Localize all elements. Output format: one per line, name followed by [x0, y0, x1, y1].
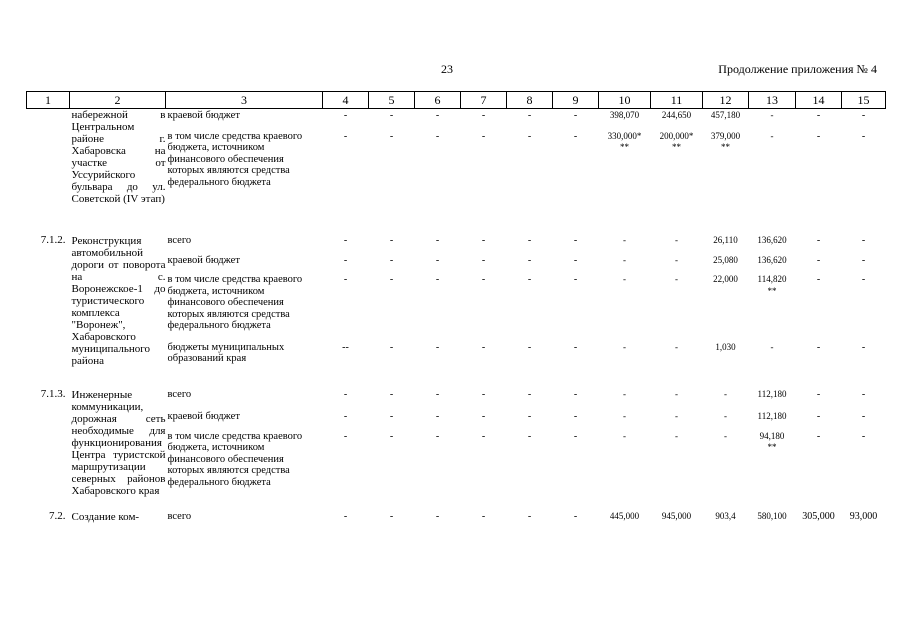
value: -	[770, 130, 774, 141]
column-header: 13	[749, 92, 796, 109]
value-cell	[749, 405, 796, 425]
value: -	[623, 411, 626, 422]
value: -	[527, 430, 532, 442]
value-cell	[507, 425, 553, 497]
value-cell	[461, 268, 507, 336]
column-header: 10	[599, 92, 651, 109]
value-cell	[749, 425, 796, 497]
table-row	[27, 205, 886, 249]
item-code	[27, 109, 70, 206]
value-cell	[415, 268, 461, 336]
value: -	[527, 255, 532, 267]
value: -	[343, 235, 348, 246]
value-cell	[553, 205, 599, 249]
value: -	[816, 235, 821, 246]
value-cell	[703, 125, 749, 205]
value-cell	[507, 268, 553, 336]
value: -	[770, 341, 774, 352]
value: -	[527, 110, 532, 121]
column-header: 4	[323, 92, 369, 109]
value: -	[675, 274, 678, 285]
value-cell	[507, 125, 553, 205]
value: 1,030	[715, 341, 736, 352]
value-cell	[461, 425, 507, 497]
value-cell	[703, 405, 749, 425]
value-cell	[369, 405, 415, 425]
value: -	[816, 110, 821, 121]
value: -	[343, 430, 348, 442]
value-cell	[703, 367, 749, 405]
value-cell	[703, 268, 749, 336]
value: -	[816, 411, 821, 423]
column-header: 15	[842, 92, 886, 109]
value-cell	[461, 336, 507, 367]
value: -	[861, 274, 866, 286]
column-header: 12	[703, 92, 749, 109]
footnote-mark: **	[672, 142, 681, 153]
value-cell	[553, 425, 599, 497]
value-cell	[796, 109, 842, 125]
value-cell	[323, 425, 369, 497]
value: 244,650	[661, 110, 692, 120]
value-cell	[651, 109, 703, 125]
value: -	[435, 341, 440, 353]
column-header: 7	[461, 92, 507, 109]
value-cell	[553, 497, 599, 523]
value: -	[389, 130, 394, 142]
item-code: 7.1.3.	[40, 388, 66, 400]
value: -	[573, 411, 578, 423]
value: -	[573, 511, 578, 522]
footnote-mark: **	[767, 442, 777, 453]
value: 305,000	[802, 511, 835, 522]
value: -	[481, 430, 486, 442]
value-cell	[415, 109, 461, 125]
value-cell	[796, 367, 842, 405]
value: -	[343, 411, 348, 423]
value: -	[435, 389, 440, 400]
item-name: Реконструкция автомобильной дороги от поворота на с. Воронежское-1 до туристического комплекса "Воронеж", Хабаровского муниципального района	[71, 235, 166, 367]
value-cell	[507, 205, 553, 249]
value-cell	[461, 109, 507, 125]
value-cell	[415, 497, 461, 523]
value: -	[861, 235, 866, 246]
value-cell	[415, 249, 461, 268]
column-header: 14	[796, 92, 842, 109]
column-header: 5	[369, 92, 415, 109]
value-cell	[651, 249, 703, 268]
value-cell	[415, 125, 461, 205]
value-cell	[749, 205, 796, 249]
value: -	[343, 110, 348, 121]
value: -	[573, 341, 578, 353]
value: -	[481, 110, 486, 121]
table-row	[27, 367, 886, 405]
value-cell	[369, 425, 415, 497]
column-header: 8	[507, 92, 553, 109]
value-cell	[507, 497, 553, 523]
value-cell	[651, 497, 703, 523]
value: 112,180	[757, 389, 787, 399]
value-cell	[553, 125, 599, 205]
value-cell	[461, 367, 507, 405]
value: -	[389, 411, 394, 423]
column-header-row	[27, 92, 886, 109]
value-cell	[599, 268, 651, 336]
column-header: 11	[651, 92, 703, 109]
value-cell	[415, 205, 461, 249]
funding-source: в том числе средства краевого бюджета, источником финансового обеспечения которых являются средства федерального бюджета	[167, 130, 303, 188]
value: 136,620	[757, 235, 787, 245]
value-cell	[461, 249, 507, 268]
value: 457,180	[710, 110, 741, 120]
value: -	[435, 235, 440, 246]
value-cell	[651, 205, 703, 249]
value: -	[389, 235, 394, 246]
value-cell	[507, 336, 553, 367]
value: -	[675, 389, 678, 399]
value-cell	[842, 425, 886, 497]
value-cell	[369, 497, 415, 523]
value: -	[389, 430, 394, 442]
value: -	[573, 130, 578, 142]
value: -	[389, 341, 394, 353]
value: -	[527, 341, 532, 353]
funding-source: всего	[167, 389, 192, 400]
value-cell	[553, 109, 599, 125]
value: --	[342, 341, 349, 353]
value-cell	[796, 497, 842, 523]
value-cell	[507, 405, 553, 425]
value: -	[435, 411, 440, 423]
value-cell	[323, 125, 369, 205]
value: -	[861, 411, 866, 423]
value: -	[675, 235, 678, 245]
value-cell	[651, 125, 703, 205]
value: 945,000	[661, 511, 692, 521]
value: -	[343, 511, 348, 522]
value: -	[481, 235, 486, 246]
value: -	[481, 274, 486, 286]
value: -	[623, 255, 626, 266]
value: 114,820	[757, 274, 787, 285]
value-cell	[651, 367, 703, 405]
footnote-mark: **	[620, 142, 629, 153]
value: -	[623, 430, 626, 441]
value: -	[675, 430, 678, 441]
column-header: 3	[166, 92, 323, 109]
value: -	[527, 235, 532, 246]
footnote-mark: **	[767, 285, 777, 296]
value: -	[481, 511, 486, 522]
item-code: 7.2.	[49, 510, 66, 522]
value-cell	[703, 497, 749, 523]
value-cell	[703, 205, 749, 249]
value-cell	[651, 268, 703, 336]
value-cell	[507, 367, 553, 405]
value: -	[816, 274, 821, 286]
value: -	[435, 255, 440, 267]
item-name: Инженерные коммуникации, дорожная сеть необходимые для функционирования Центра туристской маршрутизации северных районов Хабаровского края	[71, 389, 166, 497]
value: 94,180	[759, 430, 785, 441]
value: 580,100	[757, 511, 787, 521]
value: -	[343, 130, 348, 142]
value-cell	[842, 205, 886, 249]
continuation-note: Продолжение приложения № 4	[718, 62, 877, 76]
value: -	[816, 255, 821, 267]
value: 200,000*	[659, 130, 694, 141]
value-cell	[323, 268, 369, 336]
value-cell	[553, 268, 599, 336]
value-cell	[842, 125, 886, 205]
footnote-mark: **	[721, 142, 730, 153]
value-cell	[703, 249, 749, 268]
value: -	[573, 430, 578, 442]
funding-source: всего	[167, 511, 192, 522]
value-cell	[369, 249, 415, 268]
value-cell	[415, 367, 461, 405]
value: 26,110	[713, 235, 738, 245]
value-cell	[323, 367, 369, 405]
value: -	[343, 389, 348, 400]
funding-source: в том числе средства краевого бюджета, источником финансового обеспечения которых являются средства федерального бюджета	[167, 430, 303, 488]
value: -	[724, 430, 727, 441]
value-cell	[796, 425, 842, 497]
value-cell	[842, 405, 886, 425]
item-name: Создание ком-	[71, 511, 140, 523]
value-cell	[415, 425, 461, 497]
value: -	[675, 341, 678, 352]
item-name: набережной в Центральном районе г. Хабаровска на участке от Уссурийского бульвара до ул. Советской (IV этап)	[71, 109, 166, 205]
value-cell	[842, 268, 886, 336]
value-cell	[842, 336, 886, 367]
value: -	[389, 255, 394, 267]
value-cell	[842, 109, 886, 125]
value-cell	[323, 405, 369, 425]
value-cell	[796, 205, 842, 249]
value: -	[675, 255, 678, 266]
value: -	[573, 389, 578, 400]
value: -	[724, 389, 727, 399]
value: -	[623, 341, 626, 352]
value: -	[481, 341, 486, 353]
budget-table	[26, 91, 886, 523]
value: -	[861, 430, 866, 442]
column-header: 2	[70, 92, 166, 109]
value-cell	[651, 425, 703, 497]
value-cell	[369, 336, 415, 367]
value: -	[573, 235, 578, 246]
value-cell	[599, 497, 651, 523]
value-cell	[749, 109, 796, 125]
value: -	[770, 110, 774, 120]
value: -	[573, 274, 578, 286]
value-cell	[599, 205, 651, 249]
value-cell	[749, 367, 796, 405]
value: 379,000	[710, 130, 741, 141]
table-row	[27, 497, 886, 523]
column-header: 1	[27, 92, 70, 109]
value-cell	[599, 336, 651, 367]
value-cell	[796, 405, 842, 425]
value: -	[816, 430, 821, 442]
value-cell	[553, 249, 599, 268]
table-row	[27, 109, 886, 125]
value-cell	[749, 249, 796, 268]
value-cell	[703, 109, 749, 125]
value: 93,000	[849, 511, 878, 522]
value: -	[573, 255, 578, 267]
value-cell	[703, 425, 749, 497]
value: -	[573, 110, 578, 121]
funding-source: бюджеты муниципальных образований края	[167, 341, 285, 365]
value-cell	[599, 367, 651, 405]
value-cell	[749, 497, 796, 523]
value: 445,000	[609, 511, 640, 521]
value: -	[861, 255, 866, 267]
value: -	[435, 430, 440, 442]
value: -	[435, 511, 440, 522]
value-cell	[599, 249, 651, 268]
value-cell	[599, 109, 651, 125]
value: -	[861, 110, 866, 121]
value: -	[435, 274, 440, 286]
value-cell	[553, 367, 599, 405]
value-cell	[599, 425, 651, 497]
value: -	[343, 274, 348, 286]
value-cell	[323, 336, 369, 367]
value-cell	[651, 405, 703, 425]
value: 25,080	[713, 255, 738, 266]
value: 22,000	[713, 274, 738, 285]
value-cell	[599, 125, 651, 205]
value-cell	[369, 109, 415, 125]
value-cell	[323, 109, 369, 125]
value: -	[389, 511, 394, 522]
value-cell	[461, 205, 507, 249]
value: -	[816, 389, 821, 400]
value: -	[389, 389, 394, 400]
value-cell	[703, 336, 749, 367]
value-cell	[796, 268, 842, 336]
value-cell	[651, 336, 703, 367]
funding-source: в том числе средства краевого бюджета, источником финансового обеспечения которых являются средства федерального бюджета	[167, 274, 303, 332]
value-cell	[415, 405, 461, 425]
value-cell	[796, 125, 842, 205]
value: -	[675, 411, 678, 422]
value: -	[623, 235, 626, 245]
value: 398,070	[609, 110, 640, 120]
value: -	[527, 511, 532, 522]
value-cell	[369, 205, 415, 249]
value-cell	[461, 125, 507, 205]
value-cell	[507, 249, 553, 268]
value: 903,4	[715, 511, 736, 521]
value-cell	[553, 405, 599, 425]
value: -	[389, 274, 394, 286]
value: -	[861, 130, 866, 142]
value: -	[481, 389, 486, 400]
value-cell	[553, 336, 599, 367]
value: -	[816, 341, 821, 353]
value-cell	[415, 336, 461, 367]
value: 330,000*	[607, 130, 642, 141]
column-header: 9	[553, 92, 599, 109]
column-header: 6	[415, 92, 461, 109]
value: -	[343, 255, 348, 267]
value: 136,620	[757, 255, 787, 266]
value: -	[724, 411, 727, 422]
value-cell	[369, 125, 415, 205]
value-cell	[842, 497, 886, 523]
funding-source: краевой бюджет	[167, 255, 240, 267]
funding-source: краевой бюджет	[167, 110, 240, 121]
value: -	[623, 274, 626, 285]
value: -	[435, 130, 440, 142]
value-cell	[323, 205, 369, 249]
value-cell	[599, 405, 651, 425]
value: -	[481, 411, 486, 423]
value-cell	[796, 249, 842, 268]
value: -	[527, 130, 532, 142]
value-cell	[749, 336, 796, 367]
page-number: 23	[441, 62, 453, 76]
item-code: 7.1.2.	[40, 234, 66, 246]
value-cell	[842, 367, 886, 405]
value-cell	[796, 336, 842, 367]
value-cell	[369, 268, 415, 336]
value: -	[481, 130, 486, 142]
value: -	[861, 389, 866, 400]
value-cell	[749, 268, 796, 336]
value: -	[481, 255, 486, 267]
value: -	[816, 130, 821, 142]
value-cell	[461, 405, 507, 425]
table-body	[27, 109, 886, 524]
value: -	[435, 110, 440, 121]
value-cell	[323, 249, 369, 268]
value-cell	[369, 367, 415, 405]
value-cell	[461, 497, 507, 523]
value: -	[527, 274, 532, 286]
value-cell	[507, 109, 553, 125]
value: -	[389, 110, 394, 121]
value: 112,180	[757, 411, 787, 422]
value-cell	[749, 125, 796, 205]
value: -	[861, 341, 866, 353]
value-cell	[842, 249, 886, 268]
value: -	[527, 411, 532, 423]
value: -	[623, 389, 626, 399]
funding-source: всего	[167, 235, 192, 246]
value-cell	[323, 497, 369, 523]
funding-source: краевой бюджет	[167, 411, 240, 423]
value: -	[527, 389, 532, 400]
